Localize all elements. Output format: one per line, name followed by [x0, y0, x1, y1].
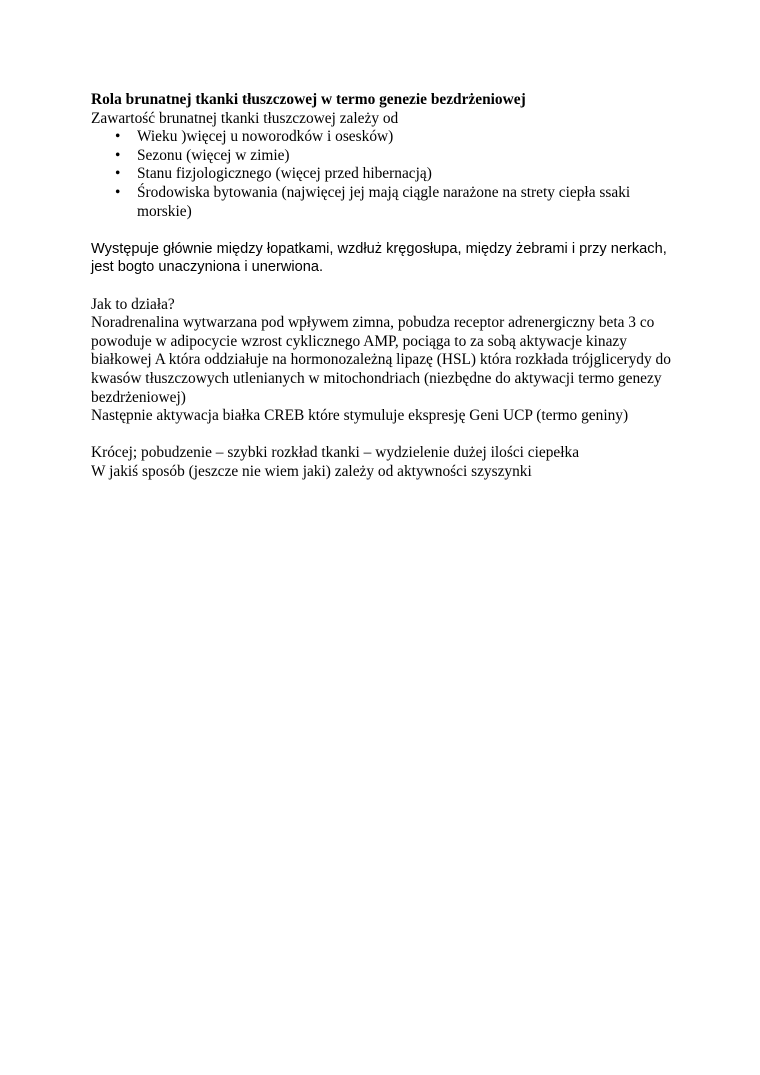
bullet-icon: •: [115, 146, 121, 164]
location-paragraph: Występuje głównie między łopatkami, wzdłuż kręgosłupa, między żebrami i przy nerkach, jest bogto unaczyniona i unerwiona.: [91, 240, 667, 276]
bullet-list: [91, 128, 681, 221]
bullet-icon: •: [115, 165, 121, 183]
paragraph-spacer: [91, 277, 681, 296]
bullet-icon: •: [115, 128, 121, 146]
summary-line: Krócej; pobudzenie – szybki rozkład tkanki – wydzielenie dużej ilości ciepełka: [91, 444, 580, 462]
creb-paragraph: Następnie aktywacja białka CREB które stymuluje ekspresję Geni UCP (termo geniny): [91, 407, 629, 425]
bullet-icon: •: [115, 183, 121, 201]
intro-text: Zawartość brunatnej tkanki tłuszczowej zależy od: [91, 109, 399, 127]
paragraph-spacer: [91, 426, 681, 445]
document-page: [91, 91, 681, 481]
list-item-text: Środowiska bytowania (najwięcej jej mają ciągle narażone na strety ciepła ssaki morskie): [137, 183, 631, 220]
list-item-text: Wieku )więcej u noworodków i osesków): [137, 128, 394, 146]
paragraph-spacer: [91, 221, 681, 240]
mechanism-paragraph: Noradrenalina wytwarzana pod wpływem zimna, pobudza receptor adrenergiczny beta 3 co powoduje w adipocycie wzrost cyklicznego AMP, pociąga to za sobą aktywacje kinazy białkowej A która oddziałuje na hormonozależną lipazę (HSL) która rozkłada trójglicerydy do kwasów tłuszczowych utlenianych w mitochondriach (niezbędne do aktywacji termo genezy bezdrżeniowej): [91, 314, 671, 406]
list-item: [91, 184, 681, 221]
list-item: [91, 147, 681, 166]
list-item: [91, 165, 681, 184]
document-title: Rola brunatnej tkanki tłuszczowej w termo genezie bezdrżeniowej: [91, 91, 526, 108]
list-item: [91, 128, 681, 147]
list-item-text: Stanu fizjologicznego (więcej przed hibernacją): [137, 165, 432, 183]
list-item-text: Sezonu (więcej w zimie): [137, 146, 290, 164]
summary-line-2: W jakiś sposób (jeszcze nie wiem jaki) zależy od aktywności szyszynki: [91, 462, 532, 480]
question-heading: Jak to działa?: [91, 295, 175, 313]
